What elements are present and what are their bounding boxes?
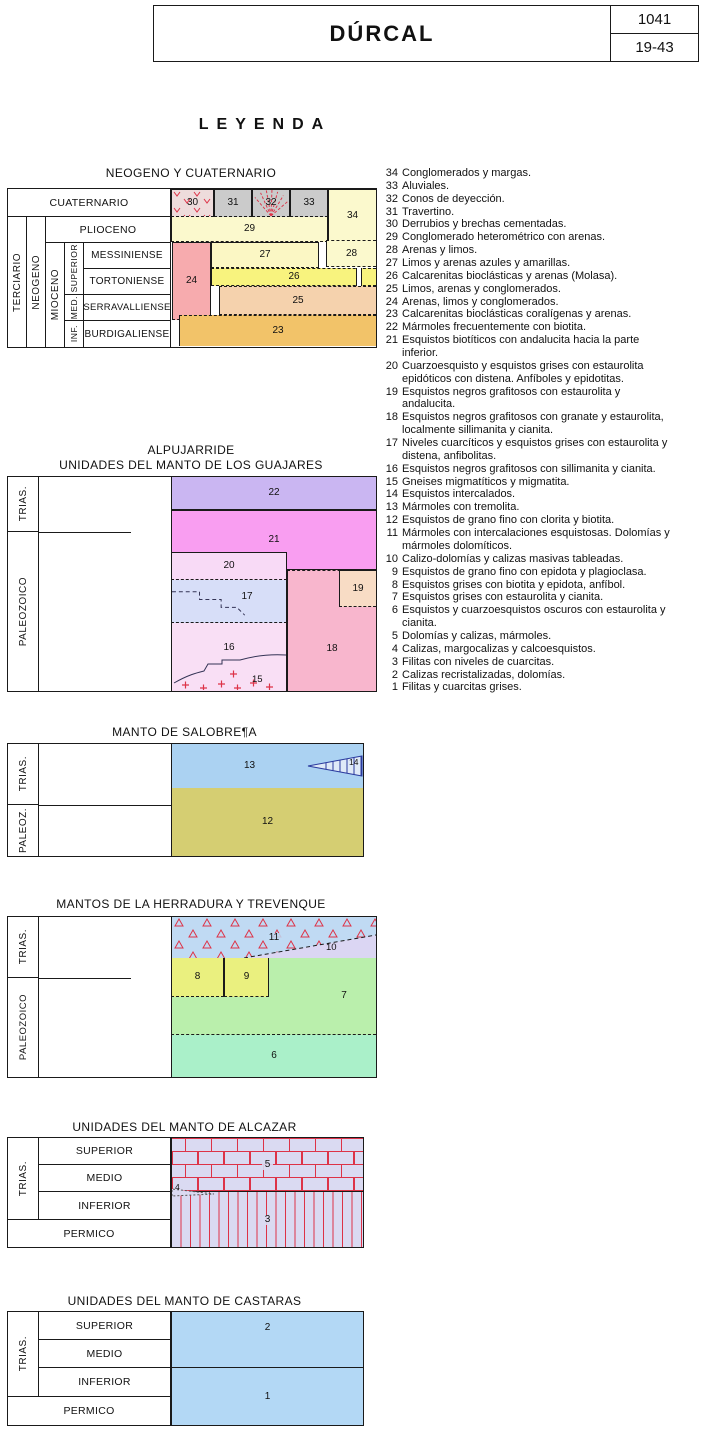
chart-manto-castaras <box>7 1311 364 1426</box>
legend-item-14 <box>381 488 673 501</box>
legend-item-3 <box>381 656 673 669</box>
col-label-trias: TRIAS. <box>8 744 39 805</box>
unit-box-25: 25 <box>219 286 376 315</box>
col-label-med: MED. <box>65 295 84 321</box>
legend-item-number: 25 <box>385 282 398 295</box>
legend-item-number: 21 <box>385 334 398 347</box>
unit-box-3: 3 <box>171 1192 363 1247</box>
unit-label-15: 15 <box>252 674 263 685</box>
legend-item-number: 34 <box>385 167 398 179</box>
legend-item-number: 14 <box>385 488 398 501</box>
row-label-permico: PERMICO <box>8 1397 171 1425</box>
chart-manto-salobrena <box>7 743 364 857</box>
legend-item-26 <box>381 270 673 283</box>
legend-item-text: Calizo-dolomías y calizas masivas tableadas. <box>402 552 624 565</box>
unit-box-31: 31 <box>214 189 252 217</box>
legend-item-27 <box>381 257 673 270</box>
unit-box-21: 21 <box>171 510 376 570</box>
unit-box-33: 33 <box>290 189 328 217</box>
legend-item-text: Arenas y limos. <box>402 244 478 257</box>
legend-item-text: Niveles cuarcíticos y esquistos grises con estaurolita y distena, anfibolitas. <box>402 437 668 462</box>
unit-box-18: 18 <box>287 570 376 691</box>
unit-box-11: 11 <box>171 917 376 958</box>
section-title-salobrena: MANTO DE SALOBRE¶A <box>112 725 257 739</box>
unit-box-23: 23 <box>179 315 376 346</box>
legend-item-number: 16 <box>385 462 398 475</box>
row-label-superior: SUPERIOR <box>39 1138 171 1165</box>
legend-item-23 <box>381 308 673 321</box>
legend-item-text: Esquistos y cuarzoesquistos oscuros con estaurolita y cianita. <box>402 604 666 630</box>
row-label-superior: SUPERIOR <box>39 1312 171 1340</box>
legend-item-12 <box>381 514 673 527</box>
col-label-trias: TRIAS. <box>8 477 39 532</box>
legend-item-number: 7 <box>391 591 398 604</box>
legend-item-number: 10 <box>385 552 398 565</box>
legend-item-number: 23 <box>385 308 398 321</box>
col-label-trias: TRIAS. <box>8 917 39 978</box>
col-label-inf: INF. <box>65 321 84 347</box>
legend-item-text: Gneises migmatíticos y migmatita. <box>402 475 570 488</box>
legend-item-text: Esquistos biotíticos con andalucita hacia la parte inferior. <box>402 334 640 360</box>
legend-item-2 <box>381 669 673 682</box>
legend-item-number: 12 <box>385 514 398 527</box>
legend-item-text: Limos y arenas azules y amarillas. <box>402 257 571 270</box>
row-label-cuaternario: CUATERNARIO <box>8 189 171 217</box>
legend-item-number: 1 <box>391 681 398 694</box>
legend-item-6 <box>381 604 673 630</box>
col-label-paleozoico: PALEOZOICO <box>8 978 39 1077</box>
legend-item-text: Conos de deyección. <box>402 192 505 205</box>
row-divider <box>39 805 171 806</box>
legend-item-text: Esquistos negros grafitosos con sillimanita y cianita. <box>402 462 656 475</box>
sheet-title: DÚRCAL <box>329 20 435 46</box>
unit-box-5: 5 <box>171 1138 363 1192</box>
sheet-code: 19-43 <box>635 39 674 56</box>
unit-box-20: 20 <box>171 552 287 580</box>
legend-heading: LEYENDA <box>198 116 332 133</box>
legend-item-15 <box>381 476 673 489</box>
legend-item-text: Esquistos de grano fino con epidota y plagioclasa. <box>402 565 647 578</box>
legend-item-text: Limos, arenas y conglomerados. <box>402 282 561 295</box>
legend-item-text: Dolomías y calizas, mármoles. <box>402 629 552 642</box>
legend-item-number: 26 <box>385 269 398 282</box>
legend-item-text: Esquistos negros grafitosos con estaurolita y andalucita. <box>402 385 621 411</box>
legend-item-text: Aluviales. <box>402 179 450 192</box>
legend-item-number: 5 <box>391 629 398 642</box>
row-label-medio: MEDIO <box>39 1165 171 1192</box>
legend-item-number: 30 <box>385 218 398 231</box>
unit-box-34: 34 <box>328 189 376 242</box>
section-title-neogeno: NEOGENO Y CUATERNARIO <box>105 166 277 180</box>
unit-box-13: 13 14 <box>171 744 363 788</box>
legend-item-number: 24 <box>385 295 398 308</box>
legend-item-number: 6 <box>391 604 398 617</box>
legend-item-22 <box>381 321 673 334</box>
unit-box-24: 24 <box>172 242 211 320</box>
legend-item-30 <box>381 218 673 231</box>
col-label-superior: SUPERIOR <box>65 243 84 295</box>
unit-label-14: 14 <box>349 757 359 767</box>
legend-item-25 <box>381 283 673 296</box>
legend-item-4 <box>381 643 673 656</box>
legend-item-32 <box>381 193 673 206</box>
legend-item-number: 33 <box>385 179 398 192</box>
row-divider <box>39 532 131 533</box>
legend-item-text: Conglomerados y margas. <box>402 167 532 179</box>
legend-item-number: 28 <box>385 244 398 257</box>
unit-box-7: 7 <box>171 958 376 1035</box>
row-label-plioceno: PLIOCENO <box>46 217 171 243</box>
section-title-alcazar: UNIDADES DEL MANTO DE ALCAZAR <box>72 1120 297 1134</box>
legend-item-number: 3 <box>391 655 398 668</box>
legend-item-text: Esquistos intercalados. <box>402 488 516 501</box>
unit-label-10: 10 <box>326 942 337 953</box>
legend-item-number: 19 <box>385 385 398 398</box>
legend-item-text: Calcarenitas bioclásticas y arenas (Molasa). <box>402 269 618 282</box>
legend-item-11 <box>381 527 673 553</box>
legend-item-text: Esquistos negros grafitosos con granate y estaurolita, localmente sillimanita y cianita. <box>402 411 664 437</box>
chart-neogeno-cuaternario <box>7 188 377 348</box>
chart-alpujarride-guajares <box>7 476 377 692</box>
row-label-messiniense: MESSINIENSE <box>84 243 171 269</box>
legend-item-text: Esquistos grises con biotita y epidota, anfíbol. <box>402 578 626 591</box>
legend-item-text: Calizas recristalizadas, dolomías. <box>402 668 566 681</box>
legend-item-10 <box>381 553 673 566</box>
col-label-trias: TRIAS. <box>8 1138 39 1220</box>
col-label-trias: TRIAS. <box>8 1312 39 1397</box>
legend-item-7 <box>381 591 673 604</box>
chart-manto-alcazar <box>7 1137 364 1248</box>
legend-item-18 <box>381 411 673 437</box>
unit-box-19: 19 <box>339 570 376 607</box>
section-title-castaras: UNIDADES DEL MANTO DE CASTARAS <box>67 1294 302 1308</box>
legend-item-text: Cuarzoesquisto y esquistos grises con estaurolita epidóticos con distena. Anfíboles y epidotitas. <box>402 359 644 385</box>
unit-box-22: 22 <box>171 477 376 510</box>
legend-item-5 <box>381 630 673 643</box>
legend-item-31 <box>381 206 673 219</box>
legend-item-29 <box>381 231 673 244</box>
unit-box-27: 27 <box>211 242 319 268</box>
legend-item-number: 20 <box>385 359 398 372</box>
legend-item-number: 8 <box>391 578 398 591</box>
col-label-neogeno: NEOGENO <box>27 217 46 347</box>
unit-box-2: 2 <box>171 1312 363 1368</box>
legend-item-number: 2 <box>391 668 398 681</box>
legend-item-text: Calizas, margocalizas y calcoesquistos. <box>402 642 596 655</box>
legend-item-text: Derrubios y brechas cementadas. <box>402 218 567 231</box>
row-divider <box>39 978 131 979</box>
row-label-inferior: INFERIOR <box>39 1368 171 1397</box>
section-title-alpujarride: ALPUJARRIDE <box>147 443 235 457</box>
legend-item-text: Mármoles frecuentemente con biotita. <box>402 321 587 334</box>
legend-item-34 <box>381 167 673 180</box>
legend-item-number: 15 <box>385 475 398 488</box>
legend-item-text: Travertino. <box>402 205 455 218</box>
legend-item-33 <box>381 180 673 193</box>
unit-box-6: 6 <box>171 1035 376 1077</box>
legend-item-17 <box>381 437 673 463</box>
legend-item-text: Esquistos grises con estaurolita y cianita. <box>402 591 604 604</box>
row-label-medio: MEDIO <box>39 1340 171 1368</box>
fault-step-line <box>172 580 286 622</box>
col-label-mioceno: MIOCENO <box>46 243 65 347</box>
legend-item-text: Conglomerado heterométrico con arenas. <box>402 231 606 244</box>
row-label-inferior: INFERIOR <box>39 1192 171 1220</box>
legend-item-24 <box>381 296 673 309</box>
legend-item-21 <box>381 334 673 360</box>
legend-item-text: Filitas y cuarcitas grises. <box>402 681 522 694</box>
legend-item-text: Calcarenitas bioclásticas coralígenas y arenas. <box>402 308 632 321</box>
legend-item-1 <box>381 681 673 694</box>
legend-item-text: Mármoles con intercalaciones esquistosas. Dolomías y mármoles dolomíticos. <box>402 527 670 552</box>
unit-box-26: 26 <box>211 268 376 286</box>
col-label-paleoz: PALEOZ. <box>8 805 39 856</box>
legend-item-text: Mármoles con tremolita. <box>402 501 520 514</box>
sheet-number-box <box>610 6 698 61</box>
unit-box-12: 12 <box>171 788 363 856</box>
unit-box-28: 28 <box>326 240 376 267</box>
legend-item-number: 11 <box>386 527 398 540</box>
legend-item-number: 29 <box>385 231 398 244</box>
row-label-tortoniense: TORTONIENSE <box>84 269 171 295</box>
legend-item-number: 13 <box>385 501 398 514</box>
unit-label-4: 4 <box>175 1182 180 1192</box>
legend-item-16 <box>381 463 673 476</box>
legend-item-number: 17 <box>385 437 398 450</box>
col-label-paleozoico: PALEOZOICO <box>8 532 39 691</box>
unit-gap <box>356 268 362 286</box>
legend-item-text: Arenas, limos y conglomerados. <box>402 295 559 308</box>
unit-box-17: 17 <box>171 580 287 623</box>
row-label-serravalliense: SERRAVALLIENSE <box>84 295 171 321</box>
legend-item-number: 32 <box>385 192 398 205</box>
legend-item-number: 4 <box>391 642 398 655</box>
sheet-number: 1041 <box>611 6 698 34</box>
legend-item-number: 18 <box>385 411 398 424</box>
unit-box-16: $_{16}$ 15 <box>171 623 287 691</box>
legend-item-number: 27 <box>385 257 398 270</box>
unit-box-1: 1 <box>171 1368 363 1425</box>
col-label-terciario: TERCIARIO <box>8 217 27 347</box>
unit-box-30: 30 <box>171 189 214 217</box>
legend-item-19 <box>381 386 673 412</box>
legend-item-number: 31 <box>385 205 398 218</box>
legend-item-13 <box>381 501 673 514</box>
migmatite-zone-15 <box>172 645 286 690</box>
chart-herradura-trevenque <box>7 916 377 1078</box>
legend-item-text: Esquistos de grano fino con clorita y biotita. <box>402 514 615 527</box>
legend-item-28 <box>381 244 673 257</box>
legend-item-9 <box>381 566 673 579</box>
legend-item-list <box>381 167 673 694</box>
map-sheet-header <box>153 5 699 62</box>
unit-box-9: 9 <box>224 958 269 997</box>
section-subtitle-guajares: UNIDADES DEL MANTO DE LOS GUAJARES <box>59 458 323 472</box>
legend-item-number: 9 <box>391 565 398 578</box>
unit-box-32: 32 <box>252 189 290 217</box>
unit-box-29: 29 <box>171 217 328 242</box>
legend-item-8 <box>381 579 673 592</box>
row-label-burdigaliense: BURDIGALIENSE <box>84 321 171 347</box>
legend-item-20 <box>381 360 673 386</box>
section-title-herradura: MANTOS DE LA HERRADURA Y TREVENQUE <box>56 897 326 911</box>
unit-box-8: 8 <box>171 958 224 997</box>
row-label-permico: PERMICO <box>8 1220 171 1247</box>
legend-item-text: Filitas con niveles de cuarcitas. <box>402 655 555 668</box>
legend-item-number: 22 <box>385 321 398 334</box>
unit-wedge-10 <box>244 931 376 959</box>
